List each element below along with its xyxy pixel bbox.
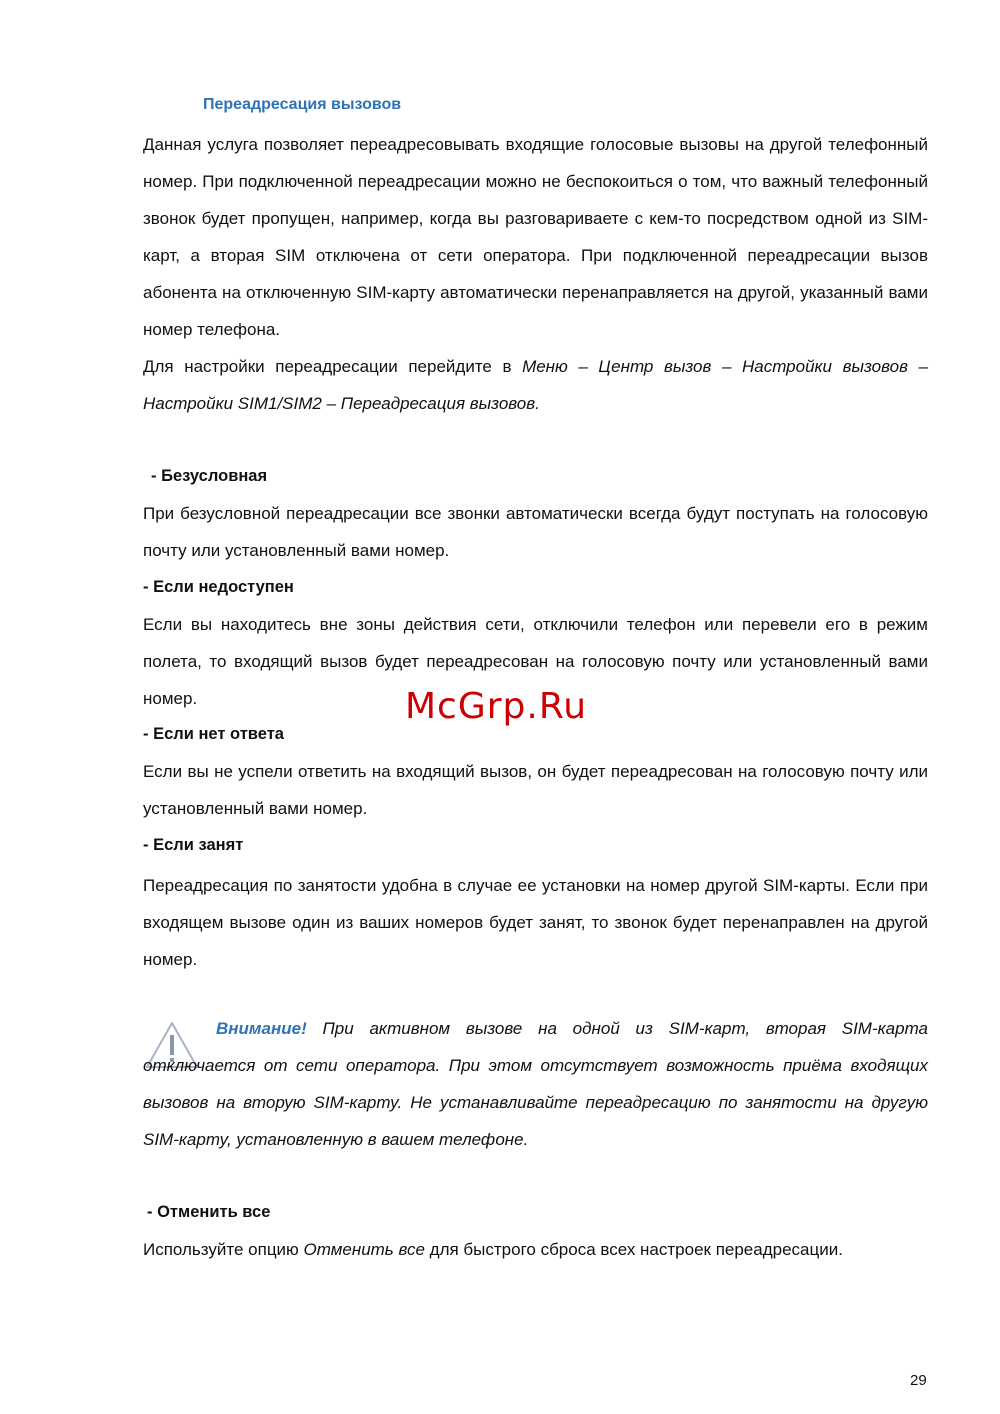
settings-paragraph <box>143 348 928 422</box>
warning-text: При активном вызове на одной из SIM-карт, вторая SIM-карта отключается от сети оператора. При этом отсутствует возможность приёма входящих вызовов на вторую SIM-карту. Не устанавливайте переадресацию по занятости на другую SIM-карту, установленную в вашем телефоне. <box>143 1019 928 1149</box>
cancel-all-text-after: для быстрого сброса всех настроек переадресации. <box>424 1240 843 1259</box>
heading-cancel-all: - Отменить все <box>147 1203 271 1221</box>
intro-paragraph: Данная услуга позволяет переадресовывать входящие голосовые вызовы на другой телефонный номер. При подключенной переадресации можно не беспокоиться о том, что важный телефонный звонок будет пропущен, например, когда вы разговариваете с кем-то посредством одной из SIM-карт, а вторая SIM отключена от сети оператора. При подключенной переадресации вызов абонента на отключенную SIM-карту автоматически перенаправляется на другой, указанный вами номер телефона. <box>143 135 928 339</box>
settings-prefix: Для настройки переадресации перейдите в <box>143 357 523 376</box>
heading-no-answer: - Если нет ответа <box>143 725 284 743</box>
warning-label: Внимание! <box>216 1019 307 1038</box>
text-unconditional: При безусловной переадресации все звонки автоматически всегда будут поступать на голосовую почту или установленный вами номер. <box>143 504 928 560</box>
section-title: Переадресация вызовов <box>203 96 402 113</box>
heading-busy: - Если занят <box>143 836 244 854</box>
heading-unreachable: - Если недоступен <box>143 578 294 596</box>
heading-unconditional: - Безусловная <box>151 467 268 485</box>
cancel-all-text-before: Используйте опцию <box>143 1240 304 1259</box>
text-no-answer: Если вы не успели ответить на входящий вызов, он будет переадресован на голосовую почту или установленный вами номер. <box>143 762 928 818</box>
page-number: 29 <box>910 1372 927 1389</box>
settings-menu-path: Меню – Центр вызов – Настройки вызовов – Настройки SIM1/SIM2 – Переадресация вызовов. <box>143 357 928 413</box>
warning-note <box>143 1010 928 1158</box>
cancel-all-option: Отменить все <box>303 1240 425 1259</box>
text-unreachable: Если вы находитесь вне зоны действия сети, отключили телефон или перевели его в режим полета, то входящий вызов будет переадресован на голосовую почту или установленный вами номер. <box>143 615 928 708</box>
watermark: McGrp.Ru <box>405 686 588 727</box>
text-busy: Переадресация по занятости удобна в случае ее установки на номер другой SIM-карты. Если при входящем вызове один из ваших номеров будет занят, то звонок будет перенаправлен на другой номер. <box>143 876 928 969</box>
text-cancel-all <box>143 1231 928 1268</box>
